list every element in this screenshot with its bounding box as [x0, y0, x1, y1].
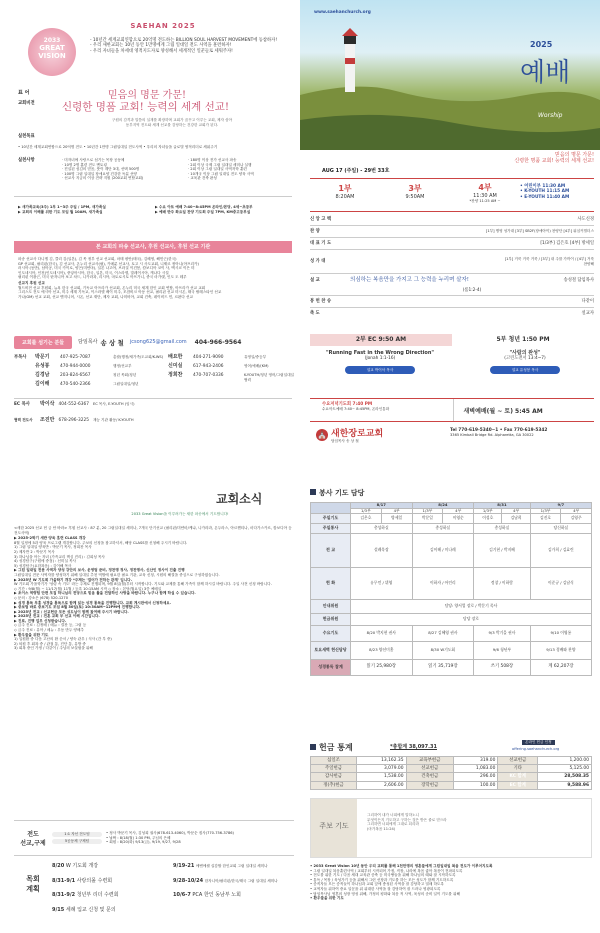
news-subtitle: 2033 Great Vision을 이루려가는 새한 파송에서 기도합니다!	[131, 512, 229, 516]
offering-table	[310, 756, 592, 790]
table-row: 헌 화 유무언 / 뷔영 이하자 / 아인리 정창 / 이하람 이준규 / 김남식	[311, 568, 592, 600]
saehan-heading: SAEHAN 2025	[130, 22, 196, 30]
prayer-table	[310, 502, 592, 676]
worship-right: ▶ 수요 아트 예배 7:40~8:45PM 온라인/본당, 4세~초등부 ▶ 예배 반주 화요일 찬양 기도회 주일 7PM, KM중고등부실	[155, 205, 253, 214]
service-3: 3부 9:50AM	[405, 184, 425, 200]
staff-row: 김이해 470-540-2366 그림일대일/청년	[35, 381, 139, 387]
worship-left: ▶ 새가족교육(3주) 1부 1~3주 주일 / 1PM, 새가족실 ▶ 교회의 이해를 위한 기도 모임 월 10AM, 새가족실	[18, 205, 106, 214]
table-row: 주일통사 총성하실 총성하실 총성하실 당신하실	[311, 524, 592, 534]
pastor-name: 송 상 철	[100, 338, 124, 347]
table-row: 전 교 설레목장 김이해 / 미나레 김기현 / 박지혜 김가희 / 김효린	[311, 534, 592, 568]
events-label: 목회 계획	[26, 875, 40, 893]
service-4: 4부 11:30 AM *찬양 11:25 AM ~	[469, 183, 501, 204]
order-row: 대 표 기 도 [1/3부] 김은호 [4부] 방세일	[310, 238, 594, 250]
online-offering-badge: 온라인 헌금 인정	[522, 740, 555, 745]
events-list	[52, 862, 294, 918]
weekday-services	[310, 398, 594, 422]
table-row: 헌금위원 담당 장로	[311, 614, 592, 626]
event-item: 10/6-7 PCA 한인 동남부 노회	[173, 892, 241, 898]
table-row: 주일기도 김은호 방세일 박문일 이영순 이성호 김남희 김진호 김영주	[311, 514, 592, 524]
event-item: 8/20 W 기도회 개강	[52, 863, 99, 869]
youth-service: 5부 청년 1:50 PM	[496, 336, 550, 343]
staff-row: 김경남 203-824-6567 청년 목회/청년	[35, 372, 137, 378]
motto-label: 표 어	[18, 90, 30, 96]
evangelism-box	[14, 820, 294, 856]
church-name: 새한장로교회	[331, 429, 384, 439]
service-1: 1부 8:20AM	[335, 184, 355, 200]
prayer-title: 봉사 기도 담당	[310, 488, 364, 498]
church-contact: Tel 770-619-5340~1 • Fax 770-619-5342 3365 Kimball Bridge Rd. Alpharetta, GA 30022	[450, 428, 548, 438]
order-row: 성 가 대 [1부] 거룩 거룩 거룩 / [3부] 내 주를 가까이 / [4부] 거룩 찬양해	[310, 250, 594, 274]
table-row: 1/3부 4부 1/3부 4부 1/3부 4부 1/3부 4부	[311, 508, 592, 514]
date-header: 8/24	[412, 503, 474, 509]
prayer-verse-box	[310, 798, 592, 858]
sermon-en-button[interactable]: 설교 박이삭 목사	[345, 366, 415, 375]
church-pastor: 담임목사 송 상 철	[331, 439, 359, 443]
sermon-ko: "사람의 완성" (고린도전서 13:4~7) 설교 유성봉 목사	[455, 350, 595, 374]
pastor-label: 담임목사	[78, 338, 98, 345]
square-bullet-icon	[310, 489, 316, 495]
hero-worship: Worship	[538, 112, 563, 119]
event-item: 9/28-10/24 한자니아/필리핀/한국/태국 그림 일대일 세미나	[173, 877, 278, 884]
date-header: 9/7	[530, 503, 591, 509]
ec-service: 2부 EC 9:50 AM	[310, 334, 452, 346]
slogan-1: 믿음의 명문 가문!	[108, 90, 186, 101]
pastor-phone[interactable]: 404-966-9564	[194, 338, 242, 346]
prayer-topics: • 2033 Great Vision 10년 동안 우리 교회를 통해 1천만명의 영혼들에게 그림일대일 복음 전도가 이루어지도록 • 그림 일대일 복음훈련사역 / 교회부터 시작되어 가정, 직장, 나라에 복음 좋아 복음이 전파되도록 • 전도를 위한 기도 / 다음 세대 교육관 증축 등 미국땅들을 위해 하나님의 때와 잘 시작하도록 • 통독 / 목장 / 육성가기 등을 위해서 그런 선장과 기도를 하는 모든 성도가 함께 기도하도록 • 증직자들 모든 증직들이 하나님과 교회 앞에 충성된 사역을 잘 감당하고 열매 하도록 • 교역자들 위하여 중요 일꾼을 위 위대한 사역을 잘 감당하여 잘 드러나 영광되도록 • 담임목사님 영혼의 성장 영성 위해, 가정의 평화와 복음 적 사역, 육성의 준비 일이 기도를 위해 • 환우들을 위한 기도	[310, 864, 493, 901]
order-row: 봉 헌 찬 송 다같이	[310, 296, 594, 308]
staff-row: 배요한 404-271-9090 유영일/중등부	[168, 354, 267, 360]
ec-youth-bar	[310, 334, 594, 346]
slogan-2: 신령한 명품 교회! 능력의 세계 선교!	[62, 101, 230, 113]
pastor-email[interactable]: jcsong625@gmail.com	[129, 338, 187, 345]
order-row: 신 앙 고 백 사도신경	[310, 215, 594, 226]
offering-total: *총합계 38,097.31	[390, 744, 437, 750]
great-vision-logo: 2033 GREAT VISION	[28, 28, 76, 76]
table-row: 십일조 13,162.35 교육부헌금 319.00 선교헌금 1,200.00	[311, 757, 592, 765]
table-row: 성경통독 참계 읽기 25,980장 읽기 35,719장 쓰기 508장 계 62,207장	[311, 660, 592, 676]
church-footer	[316, 426, 383, 444]
action-label: 실천사항	[18, 158, 35, 163]
mission-band: 본 교회의 파송 선교사, 후원 선교사, 후원 선교 기관	[14, 241, 292, 253]
dawn-service: 새벽예배(월 ~ 토) 5:45 AM	[463, 408, 543, 415]
news-body: <새한 2025 선교 헌 금 안 바라> 후원 선교사 : 87 분, 20 그림일대일 세미나, 7개국 단기선교 (필리핀/미얀마/케냐, 니카라과, 온두라스, 아르헨티나, 마다가스카르, 캄보디아 등 전도사역) ▶ 2025-2학기 새반 양육 훈련 CLASS 개강 8월 일정에 5과 양육 프로그램 개강합니다. 주보의 신청을 참고하셔서, 해당 CLASS를 신청해 주시기 바랍니다. 1) 그림 일대일 양육반 : 박문기 목사, 정희찬 목사 2) 제자반 2 : 박문기 목사 3) 하나님을 아는 자녀 (가족교리 핵심 진리) : 김희성 목사 4) 성경탐구(구원에 중점) : 신미실 목사 5) 성경탐구(요한복음) : 김이해 목사 ▶ 그림 일대일 전문 사역자 양성 강단의 보사, 운영팀 준비, 정찬명 정사, 정찬명사, 신산인 정사이 진출 진행 그림일대일 전문 사역자를 양성하기 위해 일대일 추천 역할에 필요한 필요 기관, 교육 신청, 시원의 해결을 중심으로 구성하였습니다. ▶ 2025년 W 기도회 가을학기 개강 *주제는 '걸어가 전하는 관계' 입니다. W 기도회 가을학기가 '성령 속 기도' 라는 주제로 진행되며, 9월 8일(월)부터 시작합니다. 기도와 교제를 통해 가족이 함께 하시길 바랍니다. 주일 사전 신청 바랍니다. ◇ 기간 : 9/8(월) ~ 11/17(월) 11월 / 등록 10:15AM 시작 ◇ 장소 : 본당(월요일) 3층 예배실 ▶ 초이스 역량팀 단편 모집 하니님의 전당으로 믿음 틀을 전달하신 사랑을 바랍니다. 누구나 함께 하실 수 있습니다. ◇ 문의 : 강소은 (678) 520-1270 ▶ 성경 통독 부흥 성경을 통독으로 함께 읽는 성경 통독을 진행합니다. 교회 게시판에서 신청하세요. ▶ 중보팀 바로 중보기도 모임 8월 30일(토) 10:30AM~12PM에 진행합니다. ▶ 2025년 전교 / 선교헌금 모든 성도님이 함께 참여해 주시기 바랍니다. ▶ 2025년 전교 / 전혼 교회 부 선교 이해 시간입니다. ▶ 진료, 진행 업무 신청받습니다. ◇ 금주 진료 : 김정배 / 메뉴 : 결찬 등, 그림 등 ◇ 금주 진료 : 유아 / 메뉴 : 우동 만두 양배추 ▶ 환우들을 위한 기도 1) 입원환 중 다음 고난의 환 순서 / 양숙 관우 / 식사 (간 부 중) 2) 퇴원 후 회복 중 / 관절 통, 진단 통, 유방 중 3) 회복 중인 가정 / 다같이 / 주님의 보살핌을 위해	[14, 526, 292, 651]
square-bullet-icon	[310, 744, 316, 750]
mission-list: 파송 선교사 다니엘 김, 클리 김(일본), 김 목 정부 선교 선교회, 마태 평안(태국), 김혜영, 해민근(한국) GP 선교회, 필리핀(한국), 김 선교사, 온누리 선교사(필), 카메룬 선교사, 토고 시 사도교회, 니제르 정아니(아프리카) 러시아 (동만), 남아공, 미국 카이로, 양곤(미얀마), 일본 나고야, 브라질 이건봉, 캄보디아 코이 사, 멕시코 이은 미 인도네시아, 인천(인도네시아), 중앙아시아, 한국, 일본, 미국, 이스라엘, 말레이시아, 캐나다 시설 필리핀 이광근, 미국 탄자니아 보고 차드, 니카라과, 리시아, 마토로시토 아프가니, 중국 마가렛, 인도 도 테루 선교지 후원 선교 월드비전 선교 후원회, 뉴욕 한국 선교회, 기독교 아프리카 선교회, 온누리 미국 세계 한인 교회 연합, 아프리카 선교 교회 그리스도 전도 에시아 선교, 미주 세계 기독교, 이스라엘 베이 미주, 모잠비크 아동 선교, 필리핀 선교 미시온, 태국 팔레스타인 선교 가나(GM) 선교 교회, 선교 엔지니어, 시온, 선교 재단, 제자 교회, 나미비아, 교회 건축, 데이비드 민, 르완다 선교	[18, 257, 222, 299]
event-item: 9/15 세례 입교 신청 및 문의	[52, 906, 116, 913]
intro-block: - 10년간 세계교회연합으로 20억명 전도하는 BILLION SOUL HARVEST MOVEMENT에 동참하자! - 우리 새한교회는 10년 동안 1만명에게 그림 일대일 전도 사역을 훈련하자! - 우리 자녀들을 차세대 영적지도자로 양성해서 세계적인 일꾼들로 세워주자!	[90, 38, 278, 54]
offering-url[interactable]: offering.saehanchurch.org	[512, 747, 560, 751]
divider	[14, 196, 292, 197]
staff-right	[168, 355, 294, 387]
worship-panel	[300, 0, 600, 466]
verse-text: 그리하여 내가 너희에게 말하노니 무엇이든지 기도하고 구하는 것은 받은 줄로 믿으라 그리하면 너희에게 그대로 되리라 (마가복음 11:24)	[367, 813, 447, 831]
info-panel	[0, 0, 300, 466]
evangelism-tags: 1:1 자선 전도팀 5공동체 구제팀	[52, 832, 102, 843]
slogan-block: 믿음의 명문 가문! 신령한 명품 교회! 능력의 세계 선교!	[514, 152, 594, 165]
table-row: 수요기도 8/20 박지현 권사 8/27 김혜영 권사 9/3 박기을 권사 9/10 이영롱	[311, 626, 592, 642]
evangelism-label: 전도 선교,구제	[20, 831, 46, 847]
service-date: AUG 17 (주일) - 29번 33호	[322, 168, 390, 174]
order-row: 축 도 설교자	[310, 310, 594, 316]
table-row: 안내위원 담당: 양서업 장로 / 박문기 목사	[311, 600, 592, 614]
hero-title: 예배	[520, 58, 571, 88]
actions-left: · 미자녀에 사랑으로 섬기는 목장 공동체 · 10명 2명 훈련 전도 멘토링 · 진실된 섬김의 믿음, 뜻이 계단 3대, 선택 500명 · 100명 그림 일대일 장애요양 건강한 독분 선양 · 선교사 지금의 이상 전략 지원 (200교회 연합교회)	[62, 158, 144, 181]
news-title: 교회소식	[216, 492, 263, 506]
service-panel	[300, 468, 600, 933]
table-corner	[311, 503, 351, 514]
evangelism-details: • 정사 박문기 목사, 김성희 권사(678-613-4060), 박문순 집사(770-756-3786) • 날짜 : 8/18(월) 1:30 PM, 주님의 은혜 • 회원 : 8/20(화) 9/13(금), 9/19, 9/27, 9/28	[106, 831, 234, 845]
order-row: 설 교 의심하는 복음만을 가지고 그 능력을 누리며 살자! 송성철 담임목사	[310, 276, 594, 283]
table-row: 주일헌금 3,079.00 선교헌금 1,083.00 기타 5,125.00	[311, 765, 592, 773]
verse-label: 주보 기도	[311, 799, 357, 857]
staff-header	[14, 335, 292, 349]
order-row: (롬1:2-4)	[310, 287, 594, 296]
creed-text: 구원의 감격과 말씀의 실재를 확장하며 교회가 꿈꾸고 이루는 교회, 제자 삼아 동부지역 전도와 세계 선교를 감당하는 건강한 교회가 된다.	[111, 118, 233, 127]
event-item: 8/31-9/1 사랑의몰 수련회	[52, 877, 113, 884]
event-item: 9/19-21 에벤에셀 실감할 한인교회 그림 일대일 세미나	[173, 863, 268, 869]
staff-row: 신미실 617-943-2406 영어/예배/(KM)	[168, 363, 269, 369]
service-times	[310, 178, 594, 212]
event-item: 8/31-9/2 청년부 리더 수련회	[52, 892, 119, 898]
sermon-en: "Running Fast in the Wrong Direction" (Jonah 1:1-16) 설교 박이삭 목사	[310, 350, 450, 374]
events-box	[14, 862, 294, 918]
staff-band: 교회를 섬기는 분들	[14, 336, 72, 349]
sermon-ko-button[interactable]: 설교 유성봉 목사	[490, 366, 560, 375]
date-header: 8/31	[474, 503, 531, 509]
table-row: 감사헌금 1,538.00 건축헌금 296.00 KC 합계 28,508.35	[311, 773, 592, 781]
hero-year: 2025	[530, 40, 553, 49]
wed-service: 수요저녁기도회 7:40 PM 수요아트예배 7:40~ 8:45PM, 온라인통화	[310, 399, 454, 421]
order-of-worship	[310, 215, 594, 319]
date-header: 8/17	[351, 503, 413, 509]
news-panel	[0, 468, 300, 933]
staff-left	[14, 355, 164, 391]
table-row: 토요새벽 헌신담당 8/23 양선미홈 8/30 W기도회 9/6 청년부 9/13 경배와 찬양	[311, 642, 592, 660]
vision-label: 교회비전	[18, 101, 35, 106]
elder-row: 협력 전도사 조진만 678-296-3225 재능 기관 활동/ K-YOUTH	[14, 417, 134, 423]
church-logo-icon: ⛪	[317, 429, 327, 439]
staff-row: 유성봉 470-944-0000 행정/선교부	[35, 363, 132, 369]
staff-row: 부목사 박문기 407-925-7087 총괄(행정/새가족/도교회/K-WS)	[14, 354, 164, 360]
strategy-text: • 10년간 세계교회연합으로 20억명 전도 • 10년간 1만명 그림일대일 전도사역 • 우리의 자녀들을 글로벌 영적리더로 세워주기	[18, 145, 218, 149]
staff-row: 정희찬 470-707-0336 K-YOUTH/청년 영어/그림일대일 협력	[168, 372, 295, 382]
strategy-label: 실천목표	[18, 134, 35, 139]
offering-title: 헌금 통계	[310, 742, 353, 753]
actions-right: · 180명 이상 전가 선교사 파송 · 2회 이상 국제 그림 일대일 세미나 실행 · 2회 이상 그림 일대일 사역자학 훈련 · 10개국 이상 그림 일대일 전도 양육 사역 · 교육관 건축 완성	[188, 158, 254, 181]
order-row: 찬 양 [1부] 병영 성가대 [3부] SB2F(장애아이) 찬양단 [4부] 워십커벌더스	[310, 226, 594, 238]
site-url[interactable]: www.saehanchurch.org	[314, 10, 371, 15]
ec-row: EC 목사 박이삭 404-552-6367 EC 목사, E-YOUTH (임시)	[14, 401, 135, 407]
divider	[14, 398, 292, 399]
table-row: 정(추)헌금 2,606.00 장학헌금 100.00 EC 합계 9,588.96	[311, 781, 592, 789]
service-extra: • 어린이부 11:30 AM • K-YOUTH 11:15 AM • E-YOUTH 11:40 AM	[520, 184, 570, 200]
